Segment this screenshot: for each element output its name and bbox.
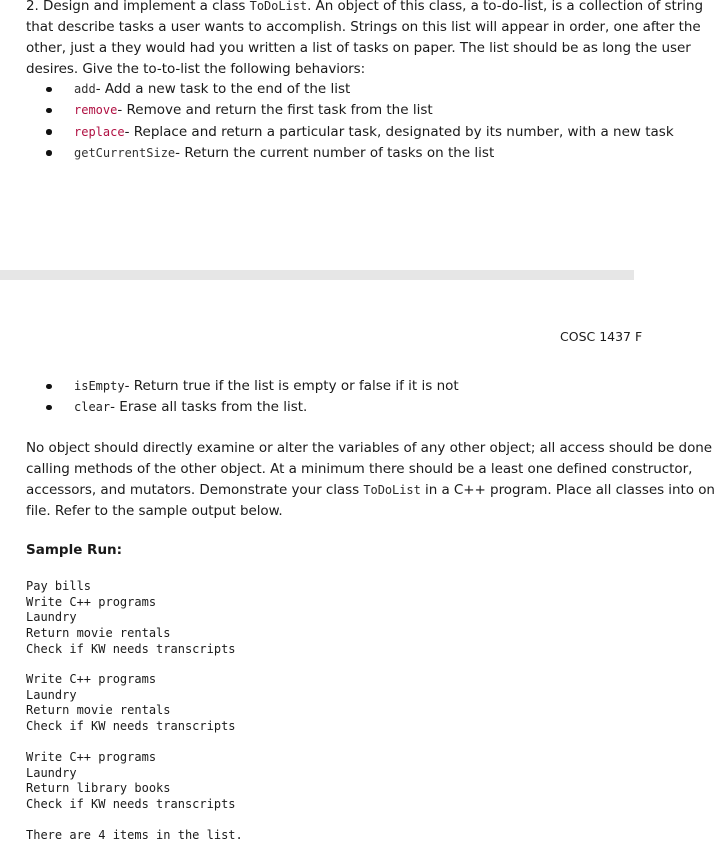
output-line: Laundry (26, 765, 77, 780)
body-line (26, 480, 715, 501)
output-line: Check if KW needs transcripts (26, 641, 236, 656)
output-block (26, 750, 236, 813)
text-run: 2. Design and implement a class (26, 0, 250, 14)
method-description: - Remove and return the first task from the list (117, 102, 433, 119)
class-name-code: ToDoList (249, 0, 308, 13)
output-line: Write C++ programs (26, 750, 157, 764)
problem-statement (26, 0, 704, 80)
intro-line (26, 38, 691, 59)
method-description: - Return the current number of tasks on the list (175, 144, 495, 161)
output-line: Return movie rentals (26, 703, 171, 718)
requirements-paragraph (26, 438, 715, 522)
method-name: isEmpty (74, 379, 125, 393)
output-line: Pay bills (26, 579, 92, 593)
method-name: replace (74, 124, 125, 139)
text-run: . An object of this class, a to-do-list, is a collection of string (307, 0, 704, 14)
output-line: Laundry (26, 687, 77, 702)
text-run: calling methods of the other object. At a minimum there should be a least one defined constructor, (26, 461, 693, 477)
intro-line (26, 0, 704, 17)
document-page-2 (0, 280, 715, 864)
bullet-icon (46, 150, 52, 156)
output-line: Laundry (26, 610, 77, 625)
bullet-icon (46, 384, 52, 390)
text-run: that describe tasks a user wants to accomplish. Strings on this list will appear in order, one after the (26, 19, 701, 35)
body-line (26, 501, 666, 522)
list-item-text (74, 397, 307, 418)
text-run: file. Refer to the sample output below. (26, 503, 283, 519)
body-line (26, 459, 693, 480)
method-description: - Add a new task to the end of the list (95, 81, 351, 97)
output-line: Return movie rentals (26, 626, 171, 641)
method-description: - Replace and return a particular task, designated by its number, with a new task (124, 123, 674, 140)
list-item-text (74, 79, 350, 100)
output-line: Check if KW needs transcripts (26, 719, 236, 734)
method-description: - Erase all tasks from the list. (110, 399, 308, 416)
page-separator (0, 270, 634, 280)
document-page-1 (0, 0, 704, 270)
bullet-icon (46, 87, 52, 93)
list-item-text (74, 100, 433, 121)
intro-line (26, 59, 666, 80)
method-description: - Return true if the list is empty or false if it is not (124, 378, 459, 394)
output-line: There are 4 items in the list. (26, 828, 243, 842)
page-header: COSC 1437 F (560, 329, 643, 344)
sample-run-heading: Sample Run: (26, 542, 123, 558)
method-name: add (74, 82, 96, 96)
intro-line (26, 17, 701, 38)
method-name: getCurrentSize (74, 145, 176, 160)
text-run: accessors, and mutators. Demonstrate your class (26, 482, 364, 498)
method-name: clear (74, 400, 111, 415)
bullet-icon (46, 108, 52, 114)
text-run: other, just a they would had you written a list of tasks on paper. The list should be as long the user (26, 40, 691, 56)
class-name-code: ToDoList (363, 483, 421, 497)
output-line: Return library books (26, 781, 171, 796)
bullet-icon (46, 129, 52, 135)
output-block (26, 828, 243, 844)
bullet-icon (46, 405, 52, 411)
method-name: remove (74, 103, 118, 118)
text-run: No object should directly examine or alter the variables of any other object; all access should be done (26, 440, 713, 456)
text-run: desires. Give the to-to-list the following behaviors: (26, 61, 366, 77)
list-item-text (74, 143, 494, 164)
output-line: Write C++ programs (26, 672, 157, 686)
output-block (26, 579, 236, 657)
output-line: Write C++ programs (26, 594, 157, 609)
list-item-text (74, 122, 674, 143)
output-line: Check if KW needs transcripts (26, 797, 236, 812)
output-block (26, 672, 236, 735)
body-line (26, 438, 713, 459)
text-run: in a C++ program. Place all classes into on (420, 482, 715, 498)
list-item-text (74, 376, 459, 397)
